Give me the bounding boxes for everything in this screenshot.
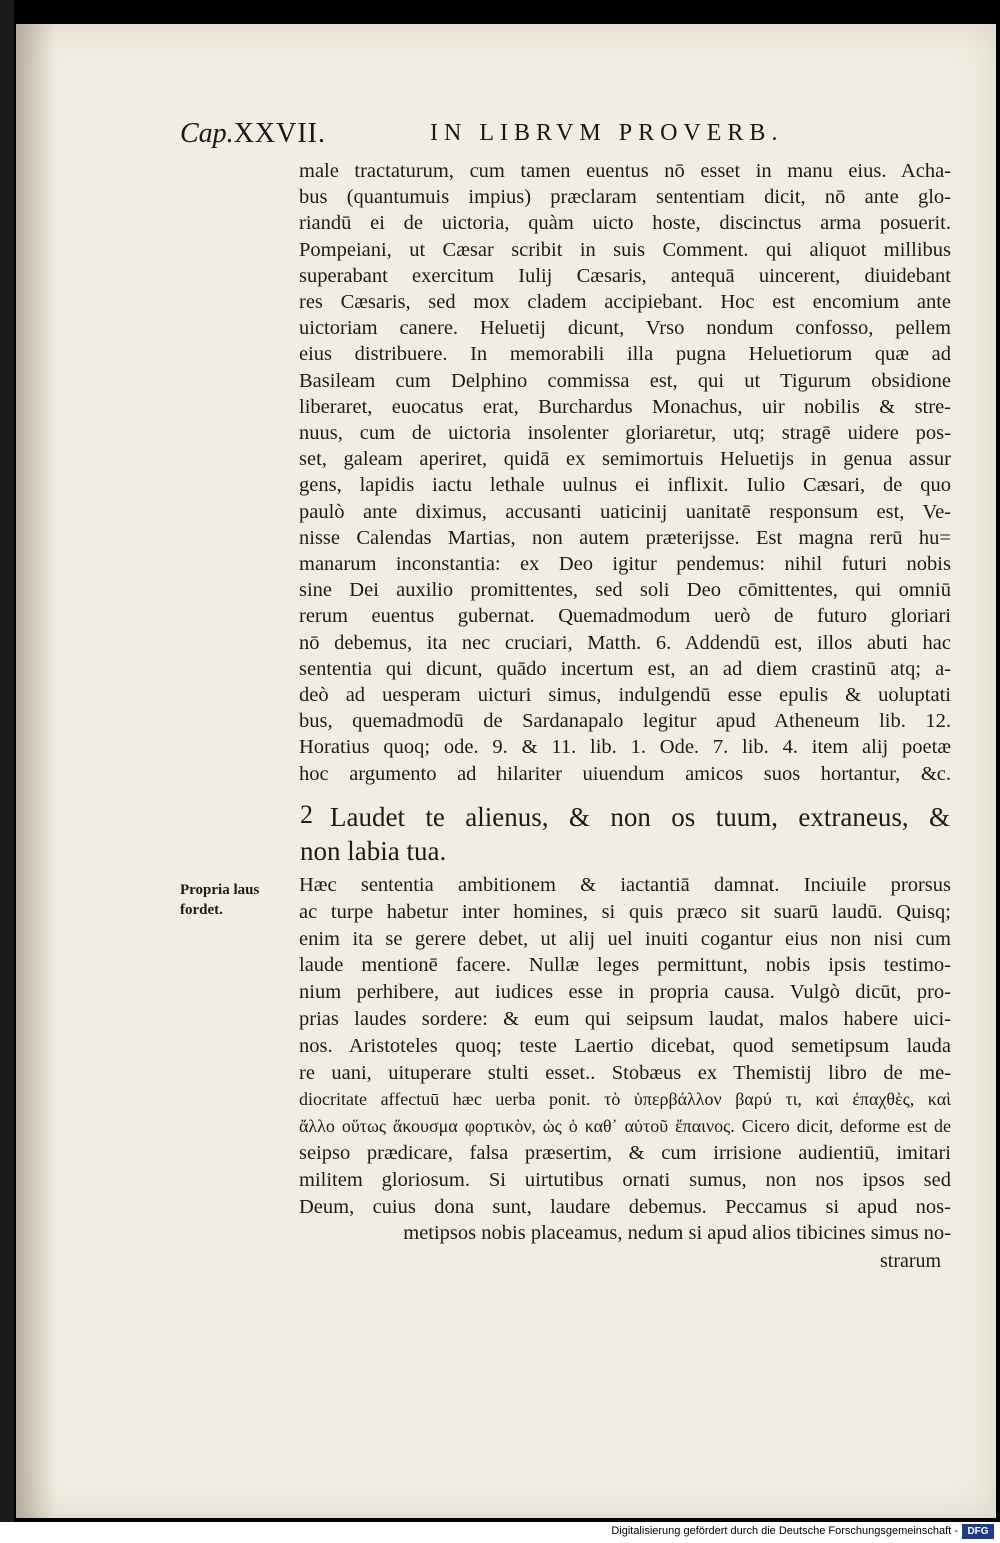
paragraph2-line: nium perhibere, aut iudices esse in propria causa. Vulgò dicūt, pro- xyxy=(299,981,951,1004)
paragraph1-line: deò ad uesperam uicturi simus, indulgendū esse epulis & uoluptati xyxy=(299,684,951,706)
paragraph1-line: set, galeam aperiret, quidā ex semimortuis Heluetijs in genua assur xyxy=(299,448,951,471)
paragraph2-line: seipso prædicare, falsa præsertim, & cum irrisione audientiū, imitari xyxy=(299,1142,951,1164)
paragraph2-line: ἄλλο οὕτως ἄκουσμα φορτικὸν, ὡς ὁ καθ᾽ αὑτοῦ ἔπαινος. Cicero dicit, deforme est de xyxy=(299,1116,951,1137)
paragraph1-line: hoc argumento ad hilariter uiuendum amicos suos hortantur, &c. xyxy=(299,762,951,785)
paragraph1-line: bus, quemadmodū de Sardanapalo legitur apud Atheneum lib. 12. xyxy=(299,710,951,733)
paragraph1-line: liberaret, euocatus erat, Burchardus Monachus, uir nobilis & stre- xyxy=(299,395,951,418)
verse-text-line-2: non labia tua. xyxy=(300,836,447,866)
paragraph1-line: bus (quantumuis impius) præclaram sententiam dicit, nō ante glo- xyxy=(299,186,951,209)
paragraph1-line: rerum euentus gubernat. Quemadmodum uerò de futuro gloriari xyxy=(299,605,951,628)
margin-note xyxy=(180,880,259,920)
verse-number: 2 xyxy=(300,800,313,829)
paragraph2-line: metipsos nobis placeamus, nedum si apud alios tibicines simus no- xyxy=(403,1222,951,1245)
paragraph1-line: nō debemus, ita nec cruciari, Matth. 6. Addendū est, illos abuti hac xyxy=(299,631,951,654)
paragraph2-line: Deum, cuius dona sunt, laudare debemus. Peccamus si apud nos- xyxy=(299,1195,951,1218)
paragraph2-line: Hæc sententia ambitionem & iactantiā damnat. Inciuile prorsus xyxy=(299,874,951,896)
paragraph1-line: gens, lapidis iactu lethale uulnus ei inflixit. Iulio Cæsari, de quo xyxy=(299,474,951,497)
paragraph1-line: riandū ei de uictoria, quàm uicto hoste, discinctus arma posuerit. xyxy=(299,212,951,235)
paragraph1-line: sine Dei auxilio promittentes, sed soli Deo cōmittentes, qui omniū xyxy=(299,579,951,602)
verse-text-line-1: Laudet te alienus, & non os tuum, extraneus, & xyxy=(330,802,950,832)
paragraph2-line: prias laudes sordere: & eum qui seipsum laudat, malos habere uici- xyxy=(299,1008,951,1030)
margin-note-line-2: fordet. xyxy=(180,902,223,918)
paragraph1-line: paulò ante diximus, accusanti uaticinij uanitatē responsum est, Ve- xyxy=(299,500,951,523)
chapter-prefix: Cap. xyxy=(180,118,234,149)
paragraph2-line: laude mentionē facere. Nullæ leges permittunt, nobis ipsis testimo- xyxy=(299,954,951,977)
running-title: IN LIBRVM PROVERB. xyxy=(430,120,784,146)
page-gutter-shadow xyxy=(16,24,56,1518)
paragraph1-line: superabant exercitum Iulij Cæsaris, antequā uincerent, diuidebant xyxy=(299,264,951,287)
catchword: strarum xyxy=(880,1250,942,1272)
dfg-logo: DFG xyxy=(962,1524,994,1539)
paragraph1-line: manarum inconstantia: ex Deo igitur pendemus: nihil futuri nobis xyxy=(299,553,951,575)
paragraph1-line: uictoriam canere. Heluetij dicunt, Vrso nondum confosso, pellem xyxy=(299,317,951,340)
scan-edge xyxy=(0,0,14,1522)
paragraph1-line: Basileam cum Delphino commissa est, qui ut Tigurum obsidione xyxy=(299,369,951,392)
paragraph2-line: diocritate affectuū hæc uerba ponit. τὸ ὑπερβάλλον βαρύ τι, καὶ ἐπαχθὲς, καὶ xyxy=(299,1089,951,1110)
paragraph2-line: re uani, uituperare stulti esset.. Stobæus ex Themistij libro de me- xyxy=(299,1061,951,1084)
paragraph1-line: Pompeiani, ut Cæsar scribit in suis Comment. qui aliquot millibus xyxy=(299,238,951,261)
paragraph2-line: militem gloriosum. Si uirtutibus ornati sumus, non nos ipsos sed xyxy=(299,1168,951,1191)
paragraph2-line: enim ita se gerere debet, ut alij uel inuiti cogantur eius non nisi cum xyxy=(299,927,951,950)
paragraph1-line: res Cæsaris, sed mox cladem accipiebant. Hoc est encomium ante xyxy=(299,291,951,313)
paragraph2-line: nos. Aristoteles quoq; teste Laertio dicebat, quod semetipsum lauda xyxy=(299,1034,951,1057)
funding-credit: Digitalisierung gefördert durch die Deutsche Forschungsgemeinschaft - xyxy=(611,1525,958,1537)
paragraph1-line: male tractaturum, cum tamen euentus nō esset in manu eius. Acha- xyxy=(299,160,951,182)
chapter-heading xyxy=(180,118,326,150)
margin-note-line-1: Propria laus xyxy=(180,882,260,898)
paragraph1-line: Horatius quoq; ode. 9. & 11. lib. 1. Ode. 7. lib. 4. item alij poetæ xyxy=(299,736,951,759)
chapter-numeral: XXVII. xyxy=(233,118,326,149)
paragraph2-line: ac turpe habetur inter homines, si quis præco sit suarū laudū. Quisq; xyxy=(299,900,951,923)
paragraph1-line: nuus, cum de uictoria insolenter gloriaretur, utq; stragē uidere pos- xyxy=(299,422,951,444)
paragraph1-line: sententia qui dicunt, quādo incertum est, an ad diem crastinū atq; a- xyxy=(299,657,951,680)
paragraph1-line: nisse Calendas Martias, non autem præterijsse. Est magna rerū hu= xyxy=(299,526,951,549)
paragraph1-line: eius distribuere. In memorabili illa pugna Heluetiorum quæ ad xyxy=(299,343,951,366)
